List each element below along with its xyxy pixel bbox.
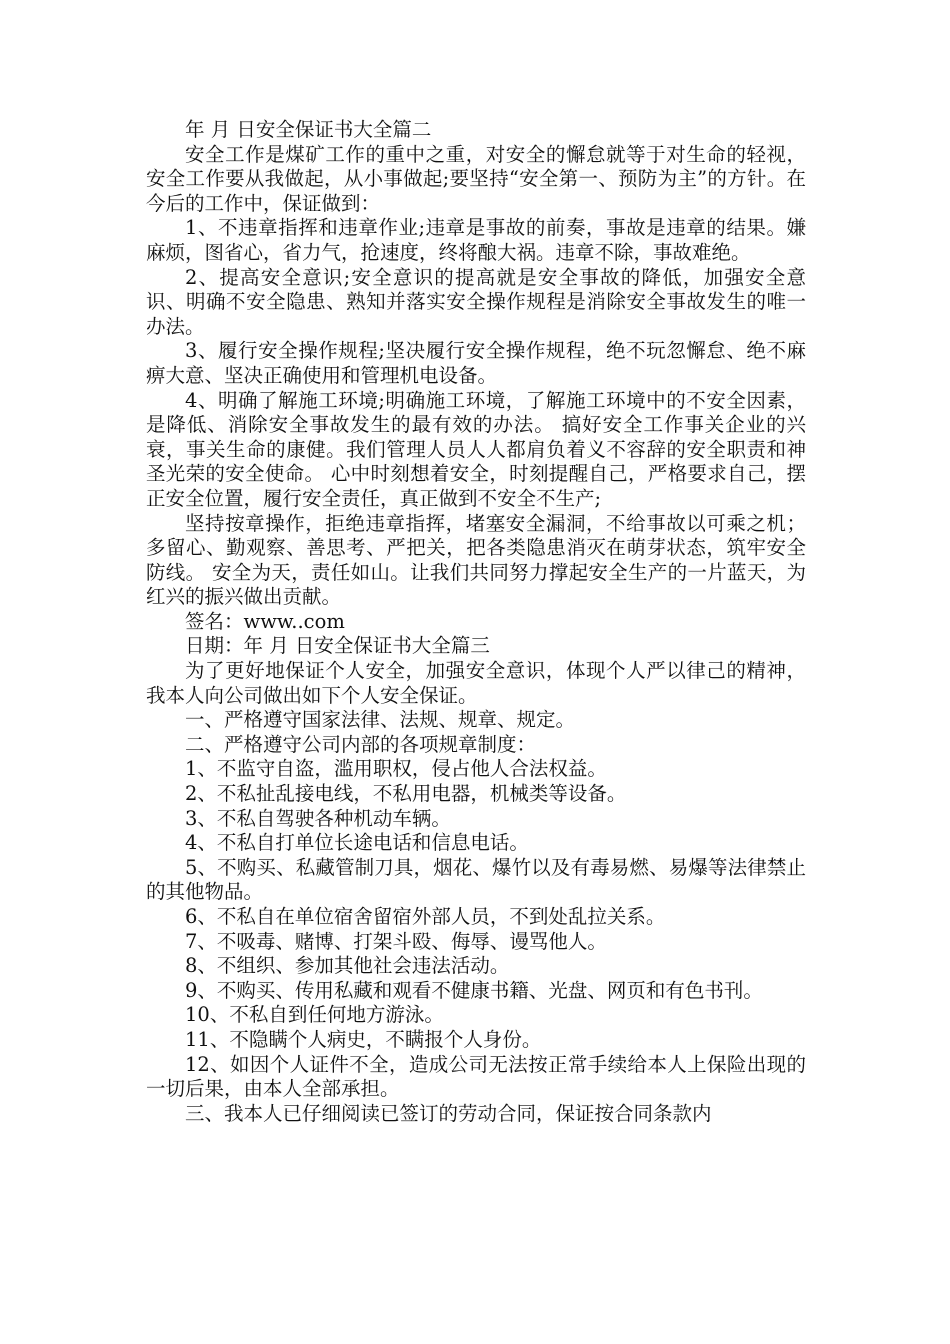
rule-item-12: 12、如因个人证件不全，造成公司无法按正常手续给本人上保险出现的一切后果，由本人全部承担。 [146,1052,806,1101]
rule-item-1: 1、不监守自盗，滥用职权，侵占他人合法权益。 [185,757,607,781]
rule-item-6: 6、不私自在单位宿舍留宿外部人员，不到处乱拉关系。 [185,905,666,928]
paragraph-item-4: 4、明确了解施工环境;明确施工环境，了解施工环境中的不安全因素，是降低、消除安全事故发生的最有效的办法。 搞好安全工作事关企业的兴衰，事关生命的康健。我们管理人员人人都肩负着义不容辞的安全职责和神圣光荣的安全使命。 心中时刻想着安全，时刻提醒自己，严格要求自己，摆正安全位置，履行安全责任，真正做到不安全不生产; [146,388,806,510]
rule-item-4: 4、不私自打单位长途电话和信息电话。 [185,831,529,855]
paragraph-purpose: 为了更好地保证个人安全，加强安全意识，体现个人严以律己的精神，我本人向公司做出如下个人安全保证。 [146,659,806,707]
clause-one: 一、严格遵守国家法律、法规、规章、规定。 [185,708,576,732]
rule-item-5: 5、不购买、私藏管制刀具，烟花、爆竹以及有毒易燃、易爆等法律禁止的其他物品。 [146,855,806,904]
rule-item-10: 10、不私自到任何地方游泳。 [185,1003,444,1027]
rule-item-9: 9、不购买、传用私藏和观看不健康书籍、光盘、网页和有色书刊。 [185,978,763,1002]
paragraph-item-2: 2、提高安全意识;安全意识的提高就是安全事故的降低，加强安全意识、明确不安全隐患、熟知并落实安全操作规程是消除安全事故发生的唯一办法。 [146,265,806,338]
paragraph-commitment: 坚持按章操作，拒绝违章指挥，堵塞安全漏洞，不给事故以可乘之机；多留心、勤观察、善思考、严把关，把各类隐患消灭在萌芽状态，筑牢安全防线。 安全为天，责任如山。让我们共同努力撑起安全生产的一片蓝天，为红兴的振兴做出贡献。 [146,511,806,609]
section-heading-part-two: 年 月 日安全保证书大全篇二 [185,118,432,141]
paragraph-item-3: 3、履行安全操作规程;坚决履行安全操作规程，绝不玩忽懈怠、绝不麻痹大意、坚决正确使用和管理机电设备。 [146,339,806,387]
rule-item-11: 11、不隐瞒个人病史，不瞒报个人身份。 [185,1027,542,1051]
clause-two: 二、严格遵守公司内部的各项规章制度： [185,732,537,756]
rule-item-2: 2、不私扯乱接电线，不私用电器，机械类等设备。 [185,782,627,806]
document-body [146,118,806,1126]
clause-three: 三、我本人已仔细阅读已签订的劳动合同，保证按合同条款内 [185,1101,712,1125]
rule-item-7: 7、不吸毒、赌博、打架斗殴、侮辱、谩骂他人。 [185,929,607,953]
rule-item-3: 3、不私自驾驶各种机动车辆。 [185,806,451,830]
paragraph-intro: 安全工作是煤矿工作的重中之重，对安全的懈怠就等于对生命的轻视，安全工作要从我做起，从小事做起;要坚持“安全第一、预防为主”的方针。在今后的工作中，保证做到： [146,142,806,215]
date-and-heading-part-three: 日期：年 月 日安全保证书大全篇三 [185,634,490,658]
paragraph-item-1: 1、不违章指挥和违章作业;违章是事故的前奏，事故是违章的结果。嫌麻烦，图省心，省力气，抢速度，终将酿大祸。违章不除，事故难绝。 [146,216,806,264]
signature-line: 签名：www..com [185,609,345,633]
rule-item-8: 8、不组织、参加其他社会违法活动。 [185,954,510,978]
